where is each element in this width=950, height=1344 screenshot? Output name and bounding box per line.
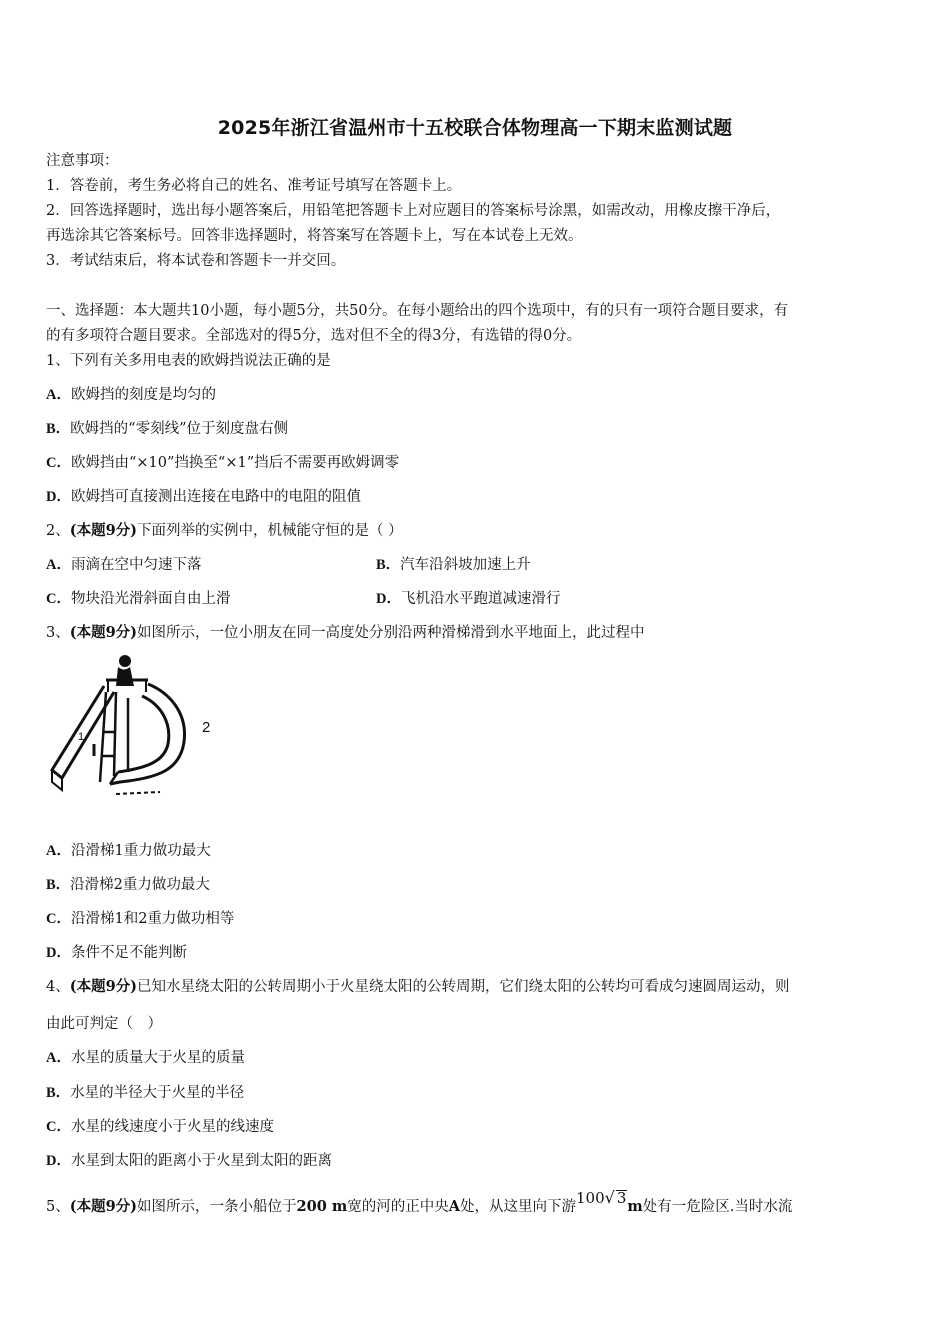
distance-unit: m bbox=[627, 1198, 643, 1215]
option-text: 沿滑梯1重力做功最大 bbox=[70, 843, 211, 859]
option-text: 沿滑梯1和2重力做功相等 bbox=[70, 911, 235, 927]
question-text: 如图所示，一条小船位于 bbox=[137, 1199, 297, 1215]
q4-option-c bbox=[46, 1117, 274, 1137]
option-label: C． bbox=[46, 591, 71, 607]
q1-option-a bbox=[46, 385, 216, 405]
point-label: A bbox=[448, 1198, 460, 1215]
q4-option-a bbox=[46, 1048, 245, 1068]
q4-option-d bbox=[46, 1151, 332, 1171]
q3-option-a bbox=[46, 841, 211, 861]
option-text: 水星到太阳的距离小于火星到太阳的距离 bbox=[70, 1153, 332, 1169]
q3-option-d bbox=[46, 943, 187, 963]
q2-option-a bbox=[46, 555, 201, 575]
q2-option-d bbox=[376, 589, 560, 609]
q3-stem bbox=[46, 623, 645, 643]
slides-figure bbox=[48, 652, 218, 802]
option-label: A． bbox=[46, 387, 71, 403]
notice-heading: 注意事项： bbox=[46, 153, 119, 169]
question-score: (本题9分) bbox=[69, 624, 138, 641]
option-text: 雨滴在空中匀速下落 bbox=[70, 557, 202, 573]
option-label: D． bbox=[46, 1153, 71, 1169]
question-score: (本题9分) bbox=[69, 978, 138, 995]
option-text: 欧姆挡的刻度是均匀的 bbox=[70, 387, 216, 403]
formula-coefficient: 100 bbox=[575, 1189, 605, 1207]
option-text: 汽车沿斜坡加速上升 bbox=[400, 557, 531, 573]
q3-option-c bbox=[46, 909, 234, 929]
section-header-line-1: 一、选择题：本大题共10小题，每小题5分，共50分。在每小题给出的四个选项中，有的只有一项符合题目要求，有 bbox=[46, 303, 789, 319]
q1-option-c bbox=[46, 453, 399, 473]
option-label: A． bbox=[46, 1050, 71, 1066]
question-text: 处有一危险区.当时水流 bbox=[642, 1199, 793, 1215]
option-text: 水星的线速度小于火星的线速度 bbox=[70, 1119, 274, 1135]
exam-title: 2025年浙江省温州市十五校联合体物理高一下期末监测试题 bbox=[217, 117, 733, 139]
q4-stem-cont: 由此可判定（ ） bbox=[46, 1016, 162, 1032]
question-score: (本题9分) bbox=[69, 1198, 138, 1215]
option-label: B． bbox=[46, 1085, 71, 1101]
option-text: 水星的半径大于火星的半径 bbox=[70, 1085, 245, 1101]
sqrt-sign: √ bbox=[604, 1188, 615, 1207]
option-label: D． bbox=[46, 489, 71, 505]
distance-formula bbox=[576, 1189, 627, 1207]
option-label: C． bbox=[46, 1119, 71, 1135]
section-header-line-2: 的有多项符合题目要求。全部选对的得5分，选对但不全的得3分，有选错的得0分。 bbox=[46, 328, 582, 344]
option-label: D． bbox=[376, 591, 401, 607]
notice-item-3: 3．考试结束后，将本试卷和答题卡一并交回。 bbox=[46, 253, 346, 269]
formula-radicand: 3 bbox=[616, 1189, 627, 1207]
option-label: C． bbox=[46, 911, 71, 927]
q1-option-d bbox=[46, 487, 361, 507]
q5-stem bbox=[46, 1188, 793, 1217]
option-label: C． bbox=[46, 455, 71, 471]
question-text: 已知水星绕太阳的公转周期小于火星绕太阳的公转周期，它们绕太阳的公转均可看成匀速圆周运动，则 bbox=[137, 979, 790, 995]
ladder bbox=[100, 692, 116, 782]
option-label: A． bbox=[46, 557, 71, 573]
q1-stem: 1、下列有关多用电表的欧姆挡说法正确的是 bbox=[46, 353, 331, 369]
option-text: 物块沿光滑斜面自由上滑 bbox=[70, 591, 231, 607]
option-text: 水星的质量大于火星的质量 bbox=[70, 1050, 245, 1066]
q4-stem bbox=[46, 977, 790, 997]
slide-1-label: 1 bbox=[78, 731, 85, 743]
option-label: B． bbox=[376, 557, 401, 573]
question-text: 如图所示，一位小朋友在同一高度处分别沿两种滑梯滑到水平地面上，此过程中 bbox=[137, 625, 645, 641]
river-width: 200 m bbox=[296, 1198, 348, 1215]
question-number: 4、 bbox=[46, 979, 70, 995]
q2-option-c bbox=[46, 589, 230, 609]
slide-2-label: 2 bbox=[202, 719, 211, 736]
ground-line bbox=[116, 792, 160, 794]
notice-item-2-cont: 再选涂其它答案标号。回答非选择题时，将答案写在答题卡上，写在本试卷上无效。 bbox=[46, 228, 583, 244]
question-number: 5、 bbox=[46, 1199, 70, 1215]
child-body bbox=[116, 667, 134, 686]
option-label: D． bbox=[46, 945, 71, 961]
q4-option-b bbox=[46, 1083, 244, 1103]
option-text: 条件不足不能判断 bbox=[70, 945, 187, 961]
question-number: 2、 bbox=[46, 523, 70, 539]
option-text: 欧姆挡由“×10”挡换至“×1”挡后不需要再欧姆调零 bbox=[70, 455, 400, 471]
q3-option-b bbox=[46, 875, 210, 895]
question-text: 下面列举的实例中，机械能守恒的是（ ） bbox=[137, 523, 403, 539]
q2-option-b bbox=[376, 555, 531, 575]
option-text: 欧姆挡的“零刻线”位于刻度盘右侧 bbox=[70, 421, 288, 437]
q2-stem bbox=[46, 521, 403, 541]
question-number: 3、 bbox=[46, 625, 70, 641]
slide-2-inner bbox=[118, 696, 169, 772]
option-label: A． bbox=[46, 843, 71, 859]
option-text: 飞机沿水平跑道减速滑行 bbox=[400, 591, 561, 607]
question-score: (本题9分) bbox=[69, 522, 138, 539]
notice-item-2: 2．回答选择题时，选出每小题答案后，用铅笔把答题卡上对应题目的答案标号涂黑，如需改动，用橡皮擦干净后， bbox=[46, 203, 781, 219]
child-head bbox=[119, 655, 131, 667]
option-text: 欧姆挡可直接测出连接在电路中的电阻的阻值 bbox=[70, 489, 361, 505]
q1-option-b bbox=[46, 419, 288, 439]
notice-item-1: 1．答卷前，考生务必将自己的姓名、准考证号填写在答题卡上。 bbox=[46, 178, 462, 194]
question-text: 宽的河的正中央 bbox=[347, 1199, 449, 1215]
question-text: 处，从这里向下游 bbox=[459, 1199, 576, 1215]
option-text: 沿滑梯2重力做功最大 bbox=[70, 877, 210, 893]
option-label: B． bbox=[46, 877, 71, 893]
option-label: B． bbox=[46, 421, 71, 437]
